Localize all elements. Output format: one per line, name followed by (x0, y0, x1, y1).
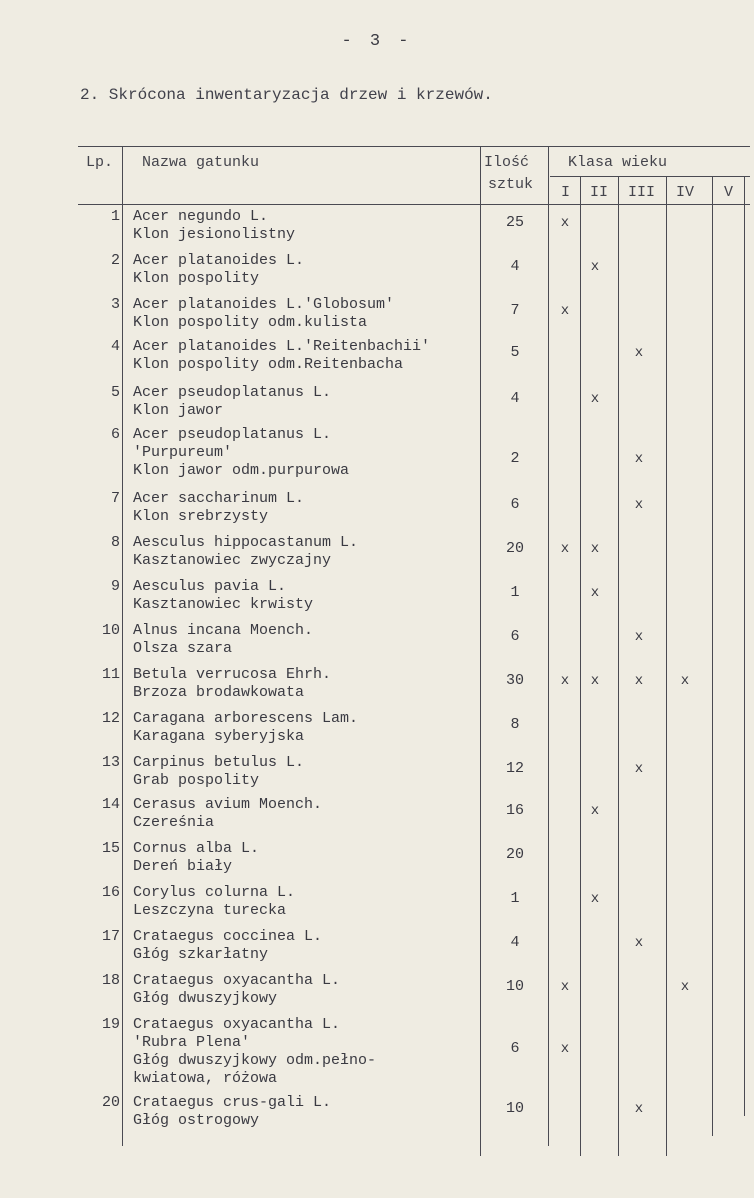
row-number: 12 (101, 710, 120, 727)
header-class-3: III (628, 184, 656, 201)
row-number: 10 (101, 622, 120, 639)
age-class-mark: x (560, 1041, 570, 1057)
table-top-border (78, 146, 750, 147)
row-number: 20 (101, 1094, 120, 1111)
species-name-line: Acer pseudoplatanus L. (133, 384, 332, 401)
age-class-mark: x (590, 803, 600, 819)
species-name-line: Alnus incana Moench. (133, 622, 314, 639)
header-qty-line1: Ilość (484, 154, 530, 171)
header-lp: Lp. (86, 154, 114, 171)
age-class-mark: x (560, 979, 570, 995)
quantity: 16 (505, 802, 524, 819)
row-number: 7 (110, 490, 120, 507)
quantity: 20 (505, 846, 524, 863)
species-name-line: 'Rubra Plena' (133, 1034, 251, 1051)
col-divider-class-1 (580, 176, 581, 1156)
quantity: 30 (505, 672, 524, 689)
age-class-mark: x (560, 541, 570, 557)
species-name (133, 208, 295, 244)
species-name-line: Głóg dwuszyjkowy (133, 990, 278, 1007)
col-divider-class-2 (618, 176, 619, 1156)
species-name-line: Kasztanowiec zwyczajny (133, 552, 332, 569)
species-name-line: Głóg dwuszyjkowy odm.pełno- (133, 1052, 377, 1069)
species-name-line: Brzoza brodawkowata (133, 684, 305, 701)
age-class-mark: x (634, 1101, 644, 1117)
species-name-line: 'Purpureum' (133, 444, 233, 461)
age-class-mark: x (590, 541, 600, 557)
age-class-mark: x (560, 215, 570, 231)
species-name (133, 534, 358, 570)
species-name-line: Klon jesionolistny (133, 226, 296, 243)
species-name-line: Kasztanowiec krwisty (133, 596, 314, 613)
age-class-mark: x (634, 451, 644, 467)
species-name-line: Acer platanoides L.'Reitenbachii' (133, 338, 431, 355)
header-class-1: I (561, 184, 571, 201)
species-name (133, 338, 430, 374)
age-class-mark: x (634, 345, 644, 361)
age-class-mark: x (560, 303, 570, 319)
species-name-line: Crataegus oxyacantha L. (133, 1016, 341, 1033)
row-number: 9 (110, 578, 120, 595)
species-name (133, 1094, 331, 1130)
age-class-mark: x (634, 761, 644, 777)
species-name (133, 622, 313, 658)
species-name-line: Acer platanoides L.'Globosum' (133, 296, 395, 313)
age-class-mark: x (560, 673, 570, 689)
species-name-line: Carpinus betulus L. (133, 754, 305, 771)
species-name-line: Głóg ostrogowy (133, 1112, 260, 1129)
row-number: 5 (110, 384, 120, 401)
col-divider-class-5 (744, 176, 745, 1116)
species-name-line: kwiatowa, różowa (133, 1070, 278, 1087)
quantity: 1 (510, 584, 520, 601)
row-number: 4 (110, 338, 120, 355)
species-name (133, 710, 358, 746)
quantity: 4 (510, 934, 520, 951)
quantity: 10 (505, 1100, 524, 1117)
row-number: 11 (101, 666, 120, 683)
species-name (133, 796, 322, 832)
header-bottom-border (78, 204, 750, 205)
quantity: 4 (510, 390, 520, 407)
species-name-line: Crataegus coccinea L. (133, 928, 323, 945)
species-name-line: Cerasus avium Moench. (133, 796, 323, 813)
age-class-mark: x (590, 673, 600, 689)
species-name (133, 884, 295, 920)
species-name-line: Grab pospolity (133, 772, 260, 789)
row-number: 19 (101, 1016, 120, 1033)
species-name-line: Acer negundo L. (133, 208, 269, 225)
quantity: 1 (510, 890, 520, 907)
species-name (133, 840, 259, 876)
species-name-line: Acer platanoides L. (133, 252, 305, 269)
species-name (133, 578, 313, 614)
row-number: 1 (110, 208, 120, 225)
age-class-mark: x (680, 673, 690, 689)
age-class-mark: x (634, 935, 644, 951)
quantity: 8 (510, 716, 520, 733)
inventory-table (78, 146, 750, 1156)
species-name-line: Crataegus crus-gali L. (133, 1094, 332, 1111)
species-name-line: Dereń biały (133, 858, 233, 875)
species-name (133, 296, 394, 332)
quantity: 6 (510, 1040, 520, 1057)
row-number: 3 (110, 296, 120, 313)
quantity: 4 (510, 258, 520, 275)
species-name-line: Olsza szara (133, 640, 233, 657)
col-divider-qty (548, 146, 549, 1146)
age-class-mark: x (680, 979, 690, 995)
species-name-line: Klon pospolity odm.kulista (133, 314, 368, 331)
species-name (133, 426, 349, 480)
age-class-mark: x (590, 391, 600, 407)
quantity: 25 (505, 214, 524, 231)
col-divider-lp (122, 146, 123, 1146)
species-name-line: Leszczyna turecka (133, 902, 287, 919)
col-divider-class-4 (712, 176, 713, 1136)
row-number: 14 (101, 796, 120, 813)
header-age-class: Klasa wieku (568, 154, 668, 171)
species-name-line: Klon srebrzysty (133, 508, 269, 525)
quantity: 7 (510, 302, 520, 319)
col-divider-class-3 (666, 176, 667, 1156)
header-class-4: IV (676, 184, 695, 201)
species-name (133, 972, 340, 1008)
row-number: 6 (110, 426, 120, 443)
species-name (133, 490, 304, 526)
species-name-line: Karagana syberyjska (133, 728, 305, 745)
row-number: 2 (110, 252, 120, 269)
age-class-mark: x (590, 585, 600, 601)
species-name-line: Cornus alba L. (133, 840, 260, 857)
quantity: 20 (505, 540, 524, 557)
header-class-5: V (724, 184, 734, 201)
row-number: 15 (101, 840, 120, 857)
species-name-line: Acer saccharinum L. (133, 490, 305, 507)
quantity: 6 (510, 496, 520, 513)
species-name-line: Czereśnia (133, 814, 215, 831)
species-name (133, 1016, 376, 1088)
species-name-line: Aesculus hippocastanum L. (133, 534, 359, 551)
header-name: Nazwa gatunku (142, 154, 260, 171)
species-name-line: Corylus colurna L. (133, 884, 296, 901)
row-number: 16 (101, 884, 120, 901)
quantity: 6 (510, 628, 520, 645)
age-class-mark: x (634, 497, 644, 513)
species-name (133, 928, 322, 964)
species-name-line: Klon pospolity (133, 270, 260, 287)
species-name-line: Klon jawor (133, 402, 224, 419)
age-class-mark: x (590, 259, 600, 275)
species-name-line: Klon pospolity odm.Reitenbacha (133, 356, 404, 373)
header-class-2: II (590, 184, 609, 201)
quantity: 10 (505, 978, 524, 995)
species-name-line: Betula verrucosa Ehrh. (133, 666, 332, 683)
col-divider-name (480, 146, 481, 1156)
species-name (133, 754, 304, 790)
row-number: 8 (110, 534, 120, 551)
species-name-line: Caragana arborescens Lam. (133, 710, 359, 727)
row-number: 18 (101, 972, 120, 989)
age-class-mark: x (634, 673, 644, 689)
species-name (133, 666, 331, 702)
row-number: 13 (101, 754, 120, 771)
species-name-line: Acer pseudoplatanus L. (133, 426, 332, 443)
species-name (133, 252, 304, 288)
quantity: 5 (510, 344, 520, 361)
species-name (133, 384, 331, 420)
quantity: 12 (505, 760, 524, 777)
species-name-line: Głóg szkarłatny (133, 946, 269, 963)
page-number: - 3 - (341, 32, 413, 51)
header-qty-line2: sztuk (488, 176, 534, 193)
section-title: 2. Skrócona inwentaryzacja drzew i krzewów. (80, 86, 493, 104)
species-name-line: Aesculus pavia L. (133, 578, 287, 595)
species-name-line: Crataegus oxyacantha L. (133, 972, 341, 989)
quantity: 2 (510, 450, 520, 467)
age-class-mark: x (634, 629, 644, 645)
row-number: 17 (101, 928, 120, 945)
species-name-line: Klon jawor odm.purpurowa (133, 462, 350, 479)
age-class-mark: x (590, 891, 600, 907)
